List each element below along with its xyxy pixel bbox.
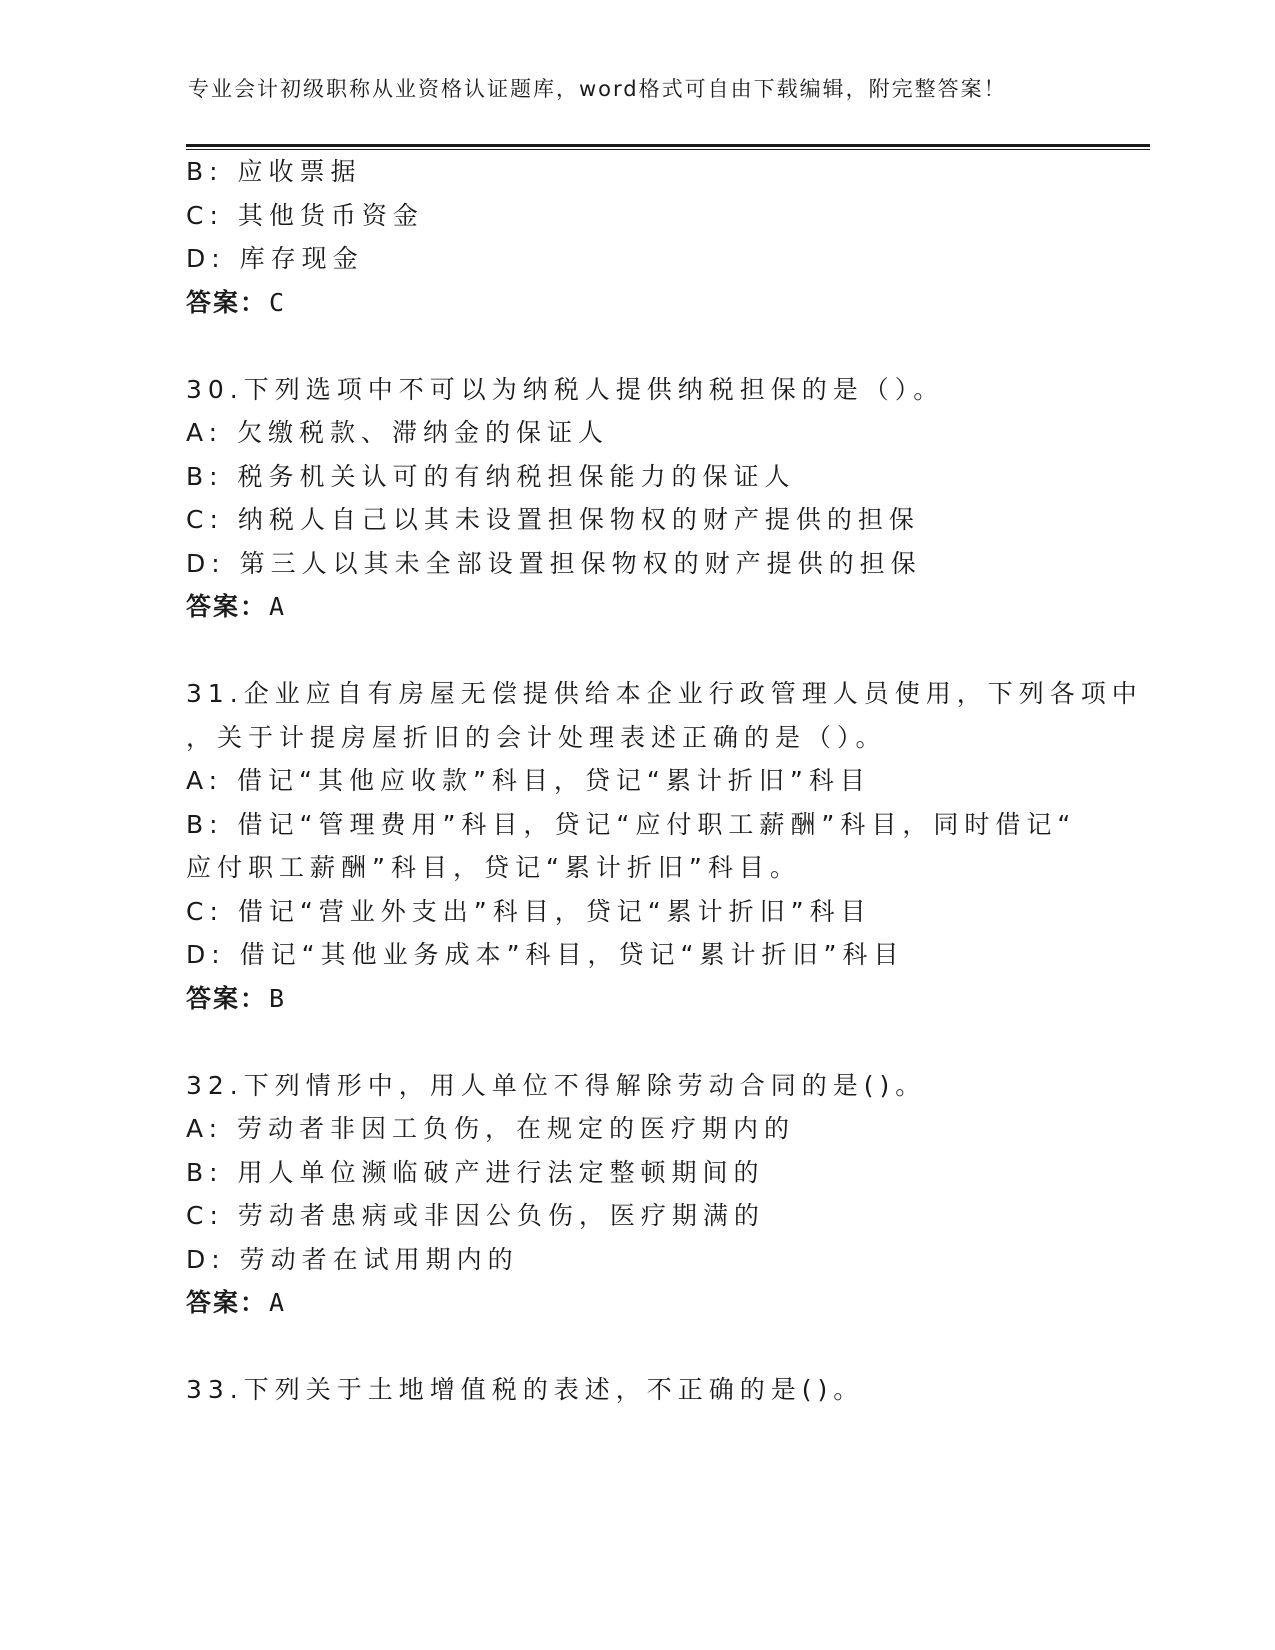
q30-option-c: C: 纳税人自己以其未设置担保物权的财产提供的担保 [186,505,920,534]
q30-question: 30.下列选项中不可以为纳税人提供纳税担保的是（）。 [186,375,945,404]
q32-answer-value: A [269,1288,285,1317]
q31-option-a: A: 借记“其他应收款”科目，贷记“累计折旧”科目 [186,766,871,795]
q33-question: 33.下列关于土地增值税的表述，不正确的是()。 [186,1375,865,1404]
q31-option-c: C: 借记“营业外支出”科目，贷记“累计折旧”科目 [186,897,872,926]
header-divider-thick [186,144,1150,147]
q29-answer-label: 答案： [186,288,268,317]
q29-option-b: B: 应收票据 [186,157,362,186]
q31-question-line1: 31.企业应自有房屋无偿提供给本企业行政管理人员使用，下列各项中 [186,679,1143,708]
q29-answer [186,286,284,320]
q29-option-c: C: 其他货币资金 [186,201,424,230]
q32-option-d: D: 劳动者在试用期内的 [186,1245,519,1274]
q31-option-d: D: 借记“其他业务成本”科目，贷记“累计折旧”科目 [186,940,905,969]
q32-option-a: A: 劳动者非因工负伤，在规定的医疗期内的 [186,1114,796,1143]
q30-option-a: A: 欠缴税款、滞纳金的保证人 [186,418,610,447]
q32-answer [186,1286,284,1320]
q32-question: 32.下列情形中，用人单位不得解除劳动合同的是()。 [186,1071,927,1100]
q30-answer-value: A [269,592,285,621]
q31-option-b-line1: B: 借记“管理费用”科目，贷记“应付职工薪酬”科目，同时借记“ [186,810,1077,839]
q32-answer-label: 答案： [186,1288,268,1317]
q32-option-b: B: 用人单位濒临破产进行法定整顿期间的 [186,1158,765,1187]
header-divider-thin [186,149,1150,150]
q31-answer-value: B [269,984,285,1013]
q30-option-b: B: 税务机关认可的有纳税担保能力的保证人 [186,462,796,491]
q30-option-d: D: 第三人以其未全部设置担保物权的财产提供的担保 [186,549,922,578]
q30-answer-label: 答案： [186,592,268,621]
q31-answer [186,982,284,1016]
q29-option-d: D: 库存现金 [186,244,364,273]
q31-option-b-line2: 应付职工薪酬”科目，贷记“累计折旧”科目。 [186,853,801,882]
page-header-title: 专业会计初级职称从业资格认证题库，word格式可自由下载编辑，附完整答案！ [188,77,1007,101]
q32-option-c: C: 劳动者患病或非因公负伤，医疗期满的 [186,1201,765,1230]
q31-answer-label: 答案： [186,984,268,1013]
q29-answer-value: C [269,288,285,317]
q31-question-line2: ，关于计提房屋折旧的会计处理表述正确的是（）。 [186,723,887,752]
q30-answer [186,590,284,624]
